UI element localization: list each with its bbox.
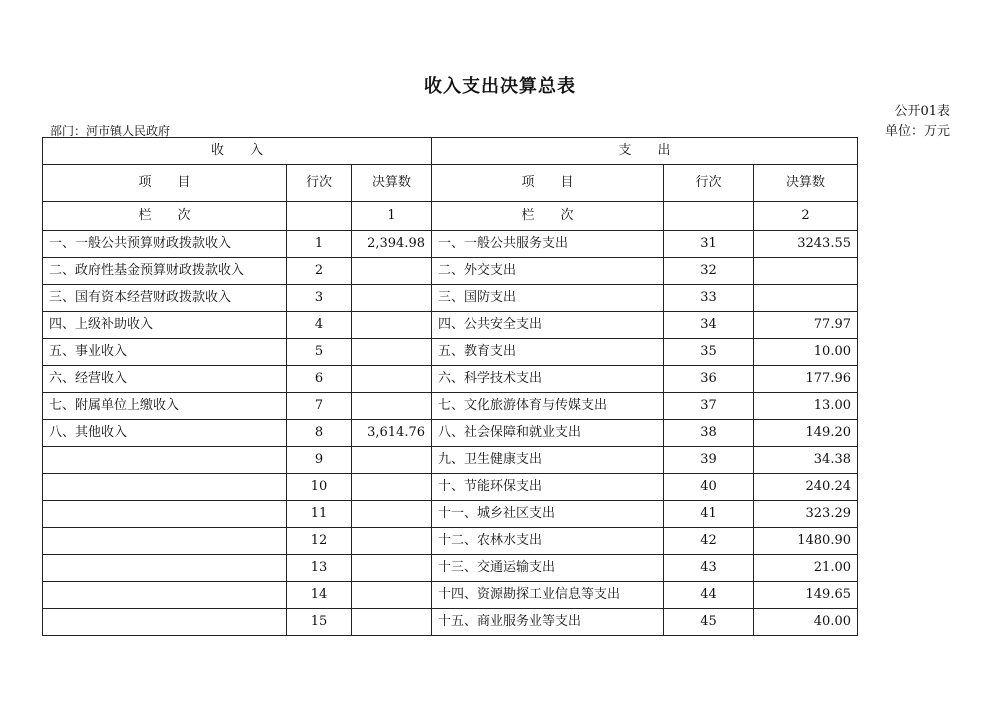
expense-item-cell: 十四、资源勘探工业信息等支出 <box>432 582 664 609</box>
budget-summary-table <box>42 137 858 636</box>
table-row <box>43 339 858 366</box>
expense-amount-cell: 34.38 <box>754 447 858 474</box>
table-row <box>43 609 858 636</box>
income-row-no-cell: 13 <box>287 555 352 582</box>
page-title: 收入支出决算总表 <box>424 76 576 97</box>
income-amount-cell <box>352 393 432 420</box>
expense-row-no-cell: 45 <box>664 609 754 636</box>
table-row <box>43 474 858 501</box>
expense-col-index: 2 <box>754 202 858 231</box>
income-row-no-cell: 1 <box>287 231 352 258</box>
expense-row-no-cell: 43 <box>664 555 754 582</box>
table-row <box>43 231 858 258</box>
income-amount-cell <box>352 474 432 501</box>
income-row-no-header: 行次 <box>287 165 352 202</box>
income-row-no-cell: 3 <box>287 285 352 312</box>
income-item-cell: 一、一般公共预算财政拨款收入 <box>43 231 287 258</box>
table-row <box>43 393 858 420</box>
empty-cell <box>664 202 754 231</box>
income-section-header: 收 入 <box>43 138 432 165</box>
income-row-no-cell: 11 <box>287 501 352 528</box>
income-item-cell: 四、上级补助收入 <box>43 312 287 339</box>
income-item-cell <box>43 609 287 636</box>
expense-item-cell: 一、一般公共服务支出 <box>432 231 664 258</box>
income-item-cell <box>43 447 287 474</box>
expense-item-cell: 三、国防支出 <box>432 285 664 312</box>
expense-section-header: 支 出 <box>432 138 858 165</box>
table-row <box>43 420 858 447</box>
income-amount-cell <box>352 609 432 636</box>
expense-item-cell: 十一、城乡社区支出 <box>432 501 664 528</box>
table-row <box>43 312 858 339</box>
income-row-no-cell: 10 <box>287 474 352 501</box>
expense-amount-cell: 3243.55 <box>754 231 858 258</box>
income-amount-cell: 3,614.76 <box>352 420 432 447</box>
expense-amount-header: 决算数 <box>754 165 858 202</box>
expense-item-cell: 十三、交通运输支出 <box>432 555 664 582</box>
income-amount-cell <box>352 312 432 339</box>
income-item-cell <box>43 501 287 528</box>
income-item-cell: 五、事业收入 <box>43 339 287 366</box>
table-row <box>43 555 858 582</box>
section-header-row <box>43 138 858 165</box>
expense-amount-cell: 10.00 <box>754 339 858 366</box>
income-row-no-cell: 8 <box>287 420 352 447</box>
expense-item-cell: 六、科学技术支出 <box>432 366 664 393</box>
unit-label: 单位：万元 <box>884 124 950 139</box>
expense-item-cell: 五、教育支出 <box>432 339 664 366</box>
income-amount-cell <box>352 528 432 555</box>
table-row <box>43 285 858 312</box>
income-amount-cell <box>352 258 432 285</box>
expense-row-no-cell: 41 <box>664 501 754 528</box>
expense-row-no-cell: 31 <box>664 231 754 258</box>
income-row-no-cell: 9 <box>287 447 352 474</box>
income-amount-cell: 2,394.98 <box>352 231 432 258</box>
income-item-cell <box>43 582 287 609</box>
expense-amount-cell <box>754 285 858 312</box>
expense-row-no-cell: 33 <box>664 285 754 312</box>
income-item-cell: 三、国有资本经营财政拨款收入 <box>43 285 287 312</box>
income-lanci-label: 栏 次 <box>43 202 287 231</box>
expense-row-no-cell: 36 <box>664 366 754 393</box>
income-item-header: 项 目 <box>43 165 287 202</box>
income-row-no-cell: 7 <box>287 393 352 420</box>
expense-item-cell: 八、社会保障和就业支出 <box>432 420 664 447</box>
income-item-cell: 二、政府性基金预算财政拨款收入 <box>43 258 287 285</box>
expense-amount-cell: 40.00 <box>754 609 858 636</box>
income-amount-cell <box>352 447 432 474</box>
expense-item-cell: 十、节能环保支出 <box>432 474 664 501</box>
income-item-cell <box>43 474 287 501</box>
expense-amount-cell: 13.00 <box>754 393 858 420</box>
expense-row-no-cell: 32 <box>664 258 754 285</box>
expense-item-cell: 二、外交支出 <box>432 258 664 285</box>
form-number: 公开01表 <box>894 104 950 119</box>
income-item-cell: 八、其他收入 <box>43 420 287 447</box>
income-amount-cell <box>352 501 432 528</box>
income-amount-cell <box>352 339 432 366</box>
income-amount-cell <box>352 582 432 609</box>
income-amount-cell <box>352 366 432 393</box>
expense-amount-cell: 21.00 <box>754 555 858 582</box>
income-amount-header: 决算数 <box>352 165 432 202</box>
expense-item-cell: 七、文化旅游体育与传媒支出 <box>432 393 664 420</box>
expense-row-no-cell: 35 <box>664 339 754 366</box>
expense-amount-cell: 240.24 <box>754 474 858 501</box>
expense-item-cell: 十二、农林水支出 <box>432 528 664 555</box>
expense-row-no-cell: 44 <box>664 582 754 609</box>
column-header-row <box>43 165 858 202</box>
expense-item-cell: 十五、商业服务业等支出 <box>432 609 664 636</box>
expense-row-no-cell: 37 <box>664 393 754 420</box>
income-amount-cell <box>352 555 432 582</box>
table-row <box>43 501 858 528</box>
expense-item-cell: 九、卫生健康支出 <box>432 447 664 474</box>
income-row-no-cell: 14 <box>287 582 352 609</box>
table-row <box>43 447 858 474</box>
expense-row-no-cell: 40 <box>664 474 754 501</box>
table-row <box>43 258 858 285</box>
income-row-no-cell: 12 <box>287 528 352 555</box>
income-col-index: 1 <box>352 202 432 231</box>
income-item-cell <box>43 555 287 582</box>
expense-item-header: 项 目 <box>432 165 664 202</box>
expense-item-cell: 四、公共安全支出 <box>432 312 664 339</box>
income-row-no-cell: 2 <box>287 258 352 285</box>
expense-row-no-cell: 38 <box>664 420 754 447</box>
income-row-no-cell: 6 <box>287 366 352 393</box>
expense-row-no-header: 行次 <box>664 165 754 202</box>
expense-row-no-cell: 34 <box>664 312 754 339</box>
expense-amount-cell: 1480.90 <box>754 528 858 555</box>
expense-row-no-cell: 39 <box>664 447 754 474</box>
expense-amount-cell: 77.97 <box>754 312 858 339</box>
income-row-no-cell: 4 <box>287 312 352 339</box>
expense-row-no-cell: 42 <box>664 528 754 555</box>
income-amount-cell <box>352 285 432 312</box>
income-item-cell <box>43 528 287 555</box>
income-item-cell: 六、经营收入 <box>43 366 287 393</box>
expense-amount-cell <box>754 258 858 285</box>
table-row <box>43 582 858 609</box>
expense-amount-cell: 149.20 <box>754 420 858 447</box>
empty-cell <box>287 202 352 231</box>
table-row <box>43 366 858 393</box>
column-index-row <box>43 202 858 231</box>
income-row-no-cell: 15 <box>287 609 352 636</box>
income-item-cell: 七、附属单位上缴收入 <box>43 393 287 420</box>
expense-lanci-label: 栏 次 <box>432 202 664 231</box>
table-row <box>43 528 858 555</box>
expense-amount-cell: 177.96 <box>754 366 858 393</box>
department-label: 部门：河市镇人民政府 <box>50 124 171 138</box>
income-row-no-cell: 5 <box>287 339 352 366</box>
expense-amount-cell: 149.65 <box>754 582 858 609</box>
expense-amount-cell: 323.29 <box>754 501 858 528</box>
